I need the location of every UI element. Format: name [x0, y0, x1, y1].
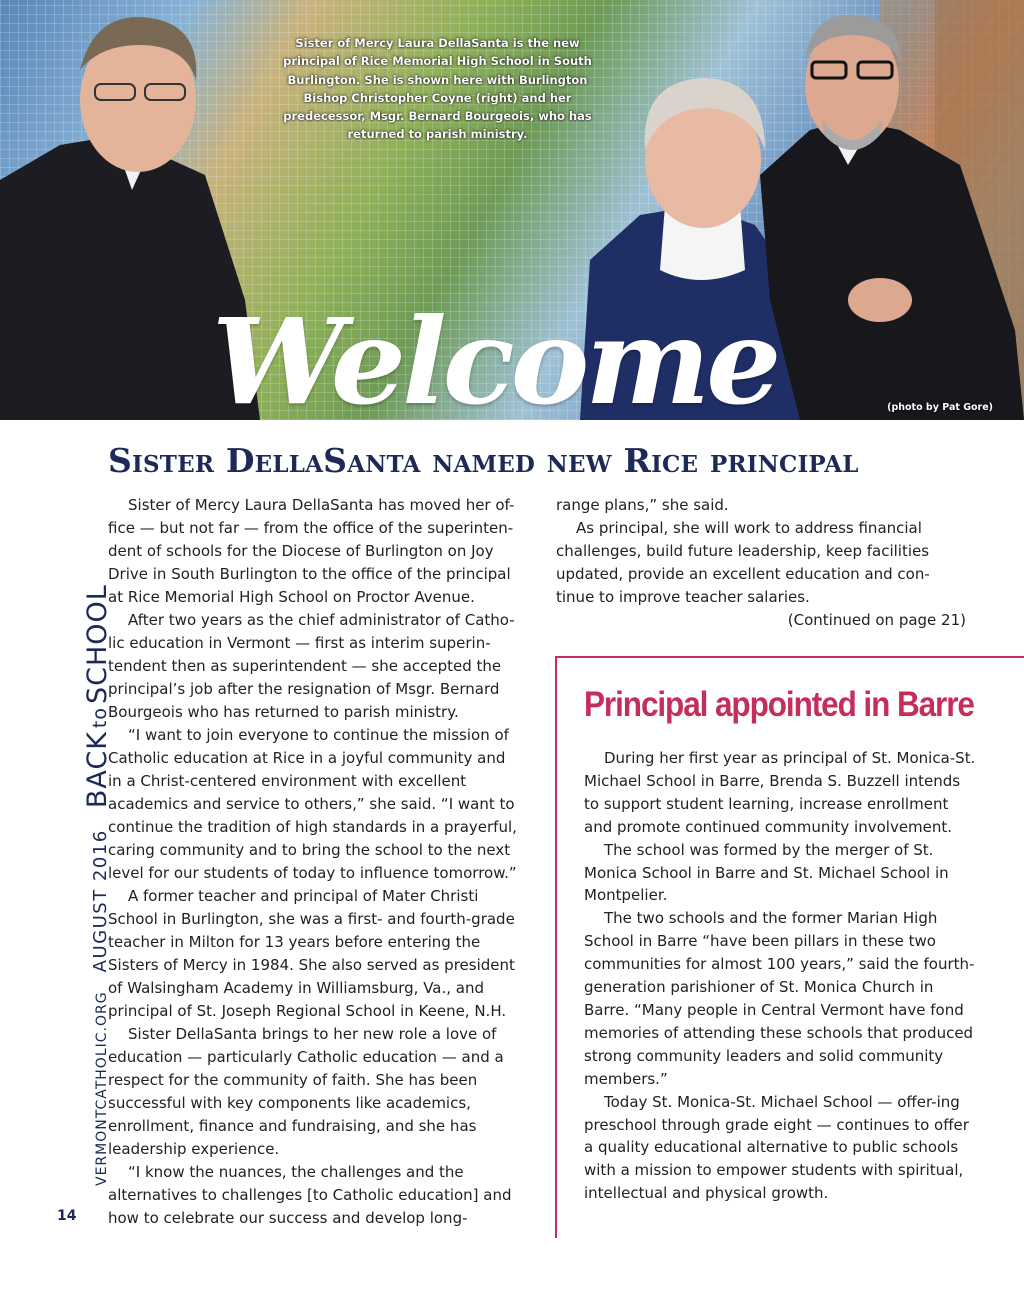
- paragraph: Sister DellaSanta brings to her new role a love of education — particularly Catholic education — and a respect for the community of faith. She has been successful with key components like academics, enrollment, finance and fundraising, and she has leadership experience.: [108, 1025, 504, 1158]
- paragraph: During her first year as principal of St. Monica-St. Michael School in Barre, Brenda S. Buzzell intends to support student learning, increase enrollment and promote continued community involvement.: [584, 749, 976, 836]
- continued-note: (Continued on page 21): [787, 611, 966, 629]
- paragraph: range plans,” she said.: [556, 496, 729, 514]
- paragraph: As principal, she will work to address financial challenges, build future leadership, keep facilities updated, provide an excellent education and con-tinue to improve teacher salaries.: [556, 519, 930, 606]
- welcome-script: Welcome: [212, 292, 778, 420]
- section-to: to: [89, 707, 111, 729]
- sidebar-body: [584, 747, 979, 1205]
- paragraph: “I know the nuances, the challenges and the alternatives to challenges [to Catholic education] and how to celebrate our success and develop long-: [108, 1163, 512, 1227]
- page-number: 14: [57, 1208, 77, 1224]
- paragraph: Today St. Monica-St. Michael School — offer-ing preschool through grade eight — continues to offer a quality educational alternative to public schools with a mission to empower students with spiritual, intellectual and physical growth.: [584, 1092, 969, 1203]
- sidebar-title: Principal appointed in Barre: [584, 685, 974, 724]
- header-photo: [0, 0, 1024, 420]
- photo-credit: (photo by Pat Gore): [887, 402, 993, 413]
- article-column-2: [556, 494, 966, 632]
- paragraph: The school was formed by the merger of St. Monica School in Barre and St. Michael School in Montpelier.: [584, 840, 949, 905]
- photo-caption: Sister of Mercy Laura DellaSanta is the new principal of Rice Memorial High School in South Burlington. She is shown here with Burlington Bishop Christopher Coyne (right) and her predecessor, Msgr. Bernard Bourgeois, who has returned to parish ministry.: [283, 36, 592, 142]
- article-column-1: [108, 494, 518, 1230]
- paragraph: Sister of Mercy Laura DellaSanta has moved her of-fice — but not far — from the office of the superinten-dent of schools for the Diocese of Burlington on Joy Drive in South Burlington to the office of the principal at Rice Memorial High School on Proctor Avenue.: [108, 496, 515, 606]
- site-url: VERMONTCATHOLIC.ORG: [94, 991, 110, 1186]
- paragraph: The two schools and the former Marian High School in Barre “have been pillars in these two communities for almost 100 years,” said the fourth-generation parishioner of St. Monica Church in Barre. “Many people in Central Vermont have fond memories of attending these schools that produced strong community leaders and solid community members.”: [584, 909, 975, 1088]
- section-back: BACK: [82, 731, 113, 809]
- paragraph: After two years as the chief administrator of Catho-lic education in Vermont — first as interim superin-tendent then as superintendent — she accepted the principal’s job after the resignation of Msgr. Bernard Bourgeois who has returned to parish ministry.: [108, 611, 515, 721]
- paragraph: A former teacher and principal of Mater Christi School in Burlington, she was a first- and fourth-grade teacher in Milton for 13 years before entering the Sisters of Mercy in 1984. She also served as president of Walsingham Academy in Williamsburg, Va., and principal of St. Joseph Regional School in Keene, N.H.: [108, 887, 515, 1020]
- article-headline: Sister DellaSanta named new Rice principal: [108, 441, 859, 480]
- paragraph: “I want to join everyone to continue the mission of Catholic education at Rice in a joyful community and in a Christ-centered environment with excellent academics and service to others,” she said. “I want to continue the tradition of high standards in a prayerful, caring community and to bring the school to the next level for our students of today to influence tomorrow.”: [108, 726, 517, 882]
- issue-date: AUGUST 2016: [90, 829, 111, 973]
- section-school: SCHOOL: [82, 584, 113, 705]
